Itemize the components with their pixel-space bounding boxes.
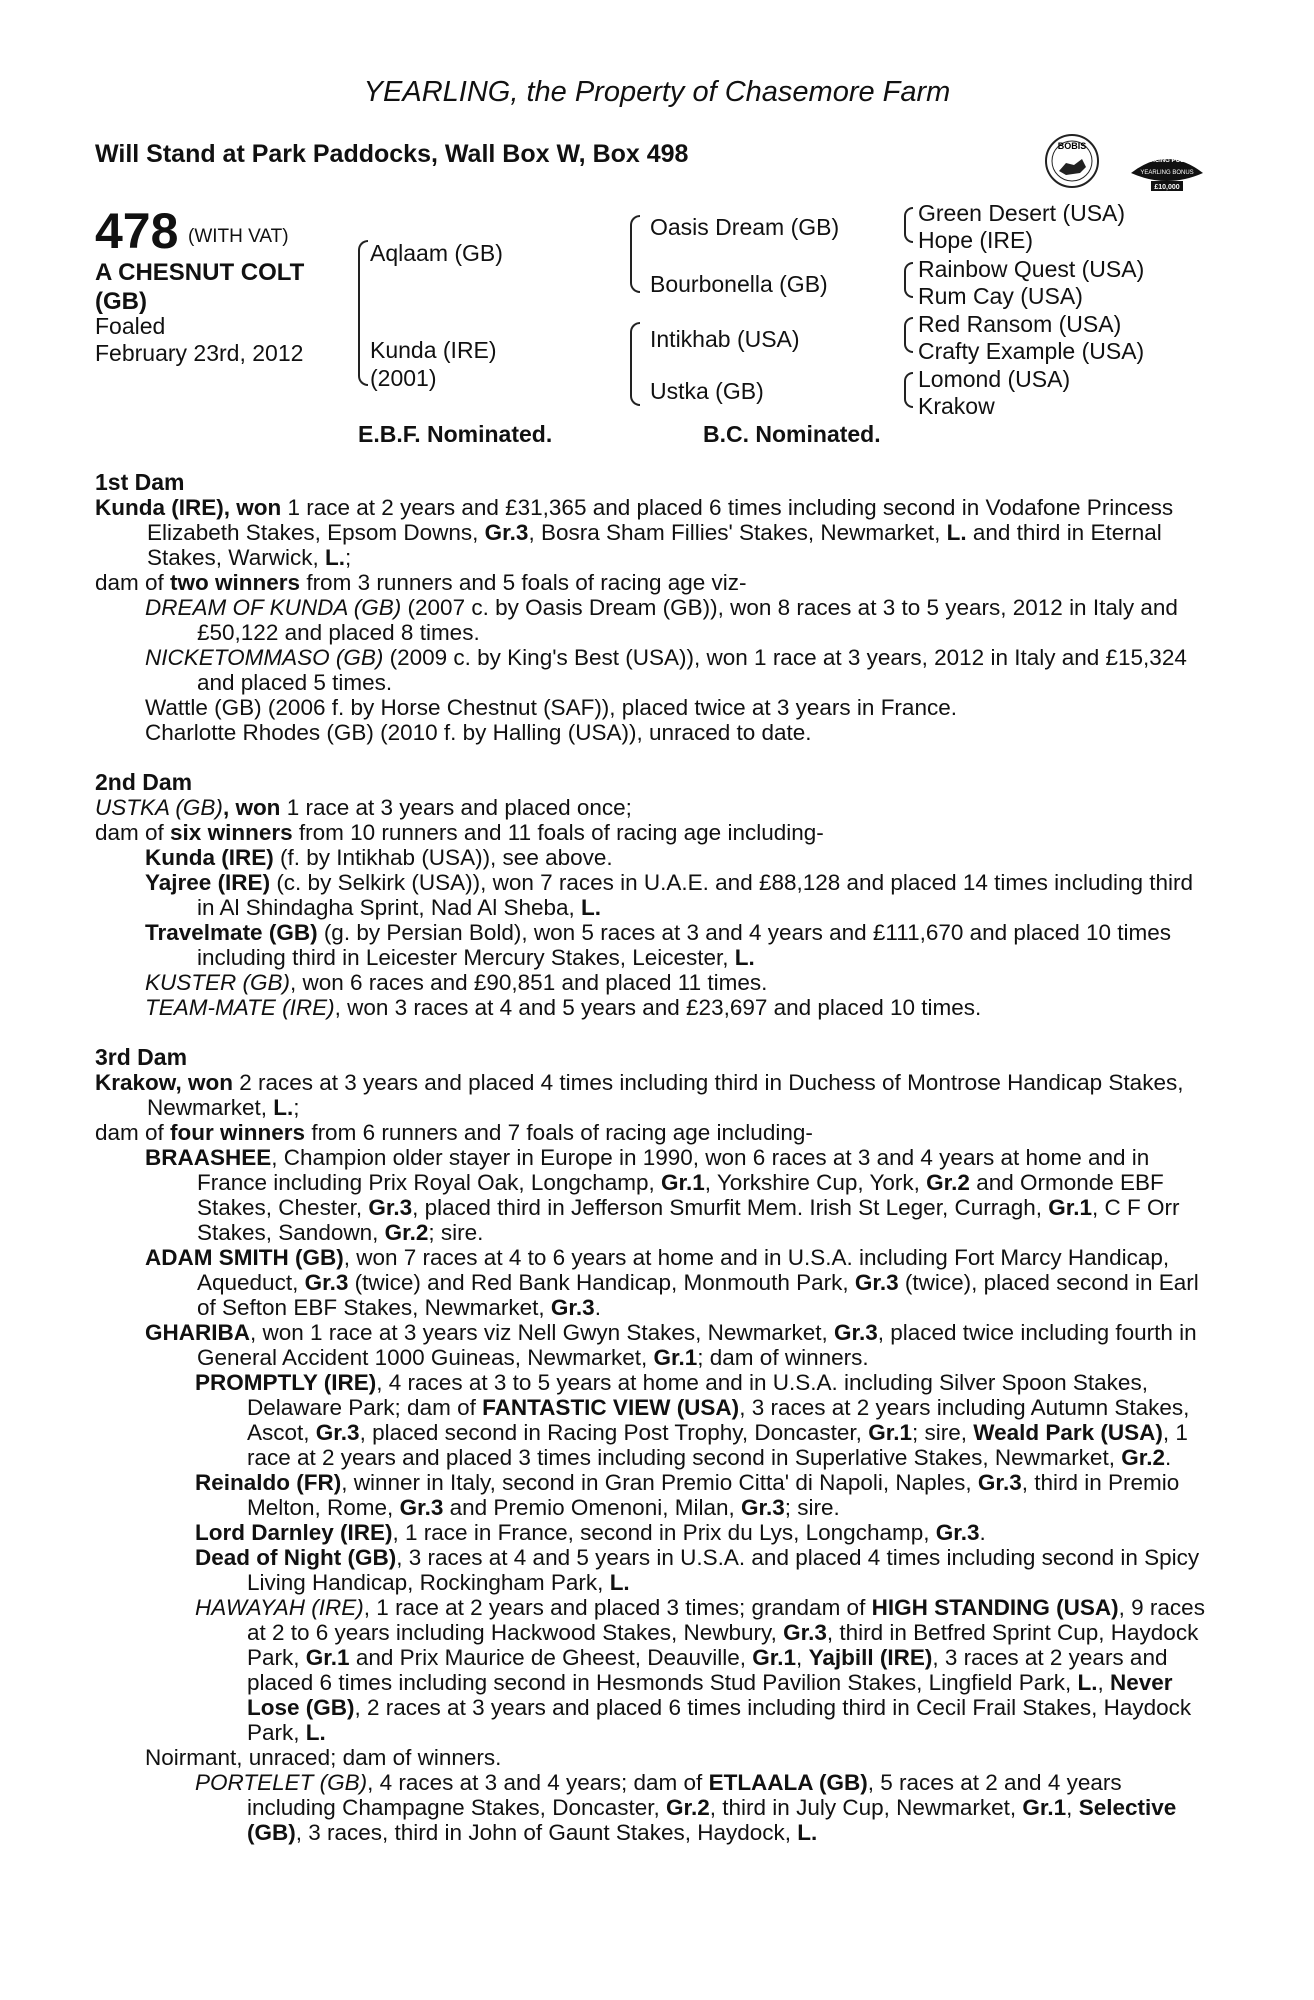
plain-text: , 1 race at 2 years and placed 3 times including second in Superlative Stakes, Newmarket, (247, 1420, 1188, 1470)
page-title: YEARLING, the Property of Chasemore Farm (363, 76, 951, 108)
plain-text: , won 3 races at 4 and 5 years and £23,697 and placed 10 times. (334, 995, 982, 1020)
third-dam-line (95, 1770, 1215, 1845)
italic-text: DREAM OF KUNDA (GB) (145, 595, 402, 620)
plain-text: ; dam of winners. (697, 1345, 869, 1370)
pedigree-g7: Lomond (USA) (918, 366, 1071, 392)
sire-brace (358, 240, 368, 312)
plain-text: (f. by Intikhab (USA)), see above. (273, 845, 613, 870)
third-dam-line (95, 1245, 1215, 1320)
italic-text: NICKETOMMASO (GB) (145, 645, 384, 670)
plain-text: , third in Betfred Sprint Cup, Haydock Park, (247, 1620, 1199, 1670)
plain-text: , placed twice including fourth in General Accident 1000 Guineas, Newmarket, (197, 1320, 1197, 1370)
plain-text: , 4 races at 3 and 4 years; dam of (367, 1770, 709, 1795)
sire-parents-brace-bottom (630, 253, 640, 293)
plain-text: Wattle (GB) (2006 f. by Horse Chestnut (SAF)), placed twice at 3 years in France. (145, 695, 957, 720)
first-dam-heading: 1st Dam (95, 469, 185, 495)
second-dam-line (95, 920, 1215, 970)
third-dam-line (95, 1120, 1215, 1145)
italic-text: USTKA (GB) (95, 795, 223, 820)
bobis-text: BOBIS (1057, 141, 1087, 151)
foaled-label: Foaled (95, 313, 166, 339)
plain-text: , C F Orr Stakes, Sandown, (197, 1195, 1180, 1245)
bold-text: Gr.1 (1022, 1795, 1067, 1820)
bold-text: Dead of Night (GB) (195, 1545, 397, 1570)
plain-text: , 5 races at 2 and 4 years including Champagne Stakes, Doncaster, (247, 1770, 1122, 1820)
italic-text: KUSTER (GB) (145, 970, 291, 995)
plain-text: (g. by Persian Bold), won 5 races at 3 and 4 years and £111,670 and placed 10 times including third in Leicester Mercury Stakes, Leicester, (197, 920, 1172, 970)
bold-text: ADAM SMITH (GB) (145, 1245, 344, 1270)
plain-text: , winner in Italy, second in Gran Premio Citta' di Napoli, Naples, (341, 1470, 978, 1495)
bold-text: Lord Darnley (IRE) (195, 1520, 393, 1545)
third-dam-line (95, 1070, 1215, 1120)
plain-text: , placed third in Jefferson Smurfit Mem. Irish St Leger, Curragh, (412, 1195, 1049, 1220)
g-brace-6 (904, 333, 913, 353)
plain-text: dam of (95, 820, 171, 845)
bold-text: Reinaldo (FR) (195, 1470, 342, 1495)
pedigree-sire-sire: Oasis Dream (GB) (650, 214, 840, 240)
catalogue-body (95, 470, 1215, 1870)
plain-text: , third in July Cup, Newmarket, (709, 1795, 1023, 1820)
bold-text: Never Lose (GB) (247, 1670, 1173, 1720)
plain-text: ; sire. (784, 1495, 840, 1520)
bold-text: Gr.3 (550, 1295, 595, 1320)
plain-text: , won 1 race at 3 years viz Nell Gwyn Stakes, Newmarket, (250, 1320, 834, 1345)
plain-text: , third in Premio Melton, Rome, (247, 1470, 1180, 1520)
first-dam-line (95, 595, 1215, 645)
bold-text: L. (273, 1095, 294, 1120)
plain-text: ; sire, (911, 1420, 974, 1445)
first-dam-line (95, 495, 1215, 570)
third-dam-line (95, 1470, 1215, 1520)
second-dam-section (95, 770, 1215, 1020)
plain-text: , (1066, 1795, 1079, 1820)
bold-text: Gr.2 (384, 1220, 429, 1245)
lot-description-line1: A CHESNUT COLT (95, 259, 305, 286)
plain-text: and Prix Maurice de Gheest, Deauville, (349, 1645, 753, 1670)
pedigree-g1: Green Desert (USA) (918, 200, 1126, 226)
bc-nominated: B.C. Nominated. (703, 421, 881, 447)
pedigree-g2: Hope (IRE) (918, 227, 1034, 253)
bold-text: Weald Park (USA) (973, 1420, 1163, 1445)
g-brace-8 (904, 388, 913, 408)
bold-text: Travelmate (GB) (145, 920, 318, 945)
bold-text: Gr.2 (926, 1170, 970, 1195)
g-brace-2 (904, 223, 913, 243)
bold-text: Gr.3 (833, 1320, 878, 1345)
plain-text: 1 race at 3 years and placed once; (280, 795, 632, 820)
plain-text: 1 race at 2 years and £31,365 and placed 6 times including second in Vodafone Princess Elizabeth Stakes, Epsom Downs, (147, 495, 1174, 545)
bold-text: Gr.3 (935, 1520, 980, 1545)
foaled-date: February 23rd, 2012 (95, 340, 304, 366)
plain-text: , (796, 1645, 809, 1670)
plain-text: , won 6 races and £90,851 and placed 11 times. (290, 970, 768, 995)
plain-text: , (1097, 1670, 1110, 1695)
bobis-logo-icon (1044, 133, 1100, 189)
bold-text: Gr.3 (315, 1420, 360, 1445)
second-dam-heading: 2nd Dam (95, 769, 193, 795)
bold-text: Gr.3 (399, 1495, 444, 1520)
pedigree-dam-sire: Intikhab (USA) (650, 326, 800, 352)
third-dam-line (95, 1745, 1215, 1770)
foaled-info (95, 313, 303, 367)
bold-text: Krakow (95, 1070, 176, 1095)
lot-description (95, 258, 355, 316)
bold-text: Gr.3 (977, 1470, 1022, 1495)
dam-parents-brace-top (630, 322, 640, 362)
plain-text: (2007 c. by Oasis Dream (GB)), won 8 races at 3 to 5 years, 2012 in Italy and £50,122 and placed 8 times. (197, 595, 1178, 645)
third-dam-line (95, 1520, 1215, 1545)
bold-text: , won (223, 495, 282, 520)
italic-text: TEAM-MATE (IRE) (145, 995, 335, 1020)
plain-text: dam of (95, 570, 171, 595)
bold-text: Gr.1 (752, 1645, 797, 1670)
bold-text: L. (734, 945, 755, 970)
plain-text: , 3 races, third in John of Gaunt Stakes, Haydock, (295, 1820, 798, 1845)
plain-text: , Champion older stayer in Europe in 1990, won 6 races at 3 and 4 years at home and in France including Prix Royal Oak, Longchamp, (197, 1145, 1150, 1195)
bold-text: , won (222, 795, 281, 820)
bold-text: Gr.3 (304, 1270, 349, 1295)
bold-text: Gr.3 (740, 1495, 785, 1520)
plain-text: and Premio Omenoni, Milan, (443, 1495, 741, 1520)
first-dam-line (95, 645, 1215, 695)
plain-text: Noirmant, unraced; dam of winners. (145, 1745, 502, 1770)
sire-parents-brace-top (630, 215, 640, 255)
bold-text: GHARIBA (145, 1320, 250, 1345)
plain-text: ; (344, 545, 352, 570)
italic-text: PORTELET (GB) (195, 1770, 368, 1795)
italic-text: HAWAYAH (IRE) (195, 1595, 364, 1620)
bold-text: Kunda (IRE) (145, 845, 274, 870)
first-dam-line (95, 570, 1215, 595)
bold-text: Gr.1 (660, 1170, 705, 1195)
bold-text: PROMPTLY (IRE) (195, 1370, 377, 1395)
plain-text: ; sire. (428, 1220, 484, 1245)
plain-text: (twice) and Red Bank Handicap, Monmouth Park, (348, 1270, 855, 1295)
bold-text: Gr.3 (854, 1270, 899, 1295)
third-dam-line (95, 1545, 1215, 1595)
plain-text: , 3 races at 2 years including Autumn Stakes, Ascot, (247, 1395, 1190, 1445)
plain-text: and third in Eternal Stakes, Warwick, (147, 520, 1162, 570)
pedigree-g3: Rainbow Quest (USA) (918, 256, 1145, 282)
plain-text: . (594, 1295, 601, 1320)
plain-text: Charlotte Rhodes (GB) (2010 f. by Halling (USA)), unraced to date. (145, 720, 812, 745)
bold-text: Gr.1 (1048, 1195, 1093, 1220)
bold-text: four winners (170, 1120, 306, 1145)
bold-text: BRAASHEE (145, 1145, 272, 1170)
bold-text: L. (581, 895, 602, 920)
bold-text: Kunda (IRE) (95, 495, 224, 520)
bold-text: Yajree (IRE) (145, 870, 271, 895)
plain-text: and Ormonde EBF Stakes, Chester, (197, 1170, 1164, 1220)
bold-text: , won (175, 1070, 233, 1095)
second-dam-line (95, 995, 1215, 1020)
dam-brace (358, 310, 368, 386)
pedigree-sire-dam: Bourbonella (GB) (650, 271, 828, 297)
g-brace-4 (904, 278, 913, 298)
bold-text: L. (305, 1720, 326, 1745)
plain-text: (twice), placed second in Earl of Sefton EBF Stakes, Newmarket, (197, 1270, 1199, 1320)
bold-text: Gr.1 (305, 1645, 350, 1670)
bold-text: Gr.1 (868, 1420, 912, 1445)
ebf-nominated: E.B.F. Nominated. (358, 421, 553, 447)
bold-text: six winners (170, 820, 293, 845)
plain-text: from 10 runners and 11 foals of racing age including- (292, 820, 824, 845)
bold-text: Selective (GB) (247, 1795, 1177, 1845)
third-dam-section (95, 1045, 1215, 1845)
plain-text: , 3 races at 4 and 5 years in U.S.A. and placed 4 times including second in Spicy Living Handicap, Rockingham Park, (247, 1545, 1200, 1595)
bold-text: L. (324, 545, 345, 570)
bold-text: Gr.3 (368, 1195, 413, 1220)
bold-text: Gr.2 (1121, 1445, 1165, 1470)
plain-text: , placed second in Racing Post Trophy, Doncaster, (359, 1420, 869, 1445)
rp-top-text: RACING POST (1146, 158, 1188, 164)
bold-text: Gr.3 (783, 1620, 827, 1645)
bold-text: L. (1077, 1670, 1098, 1695)
pedigree-sire: Aqlaam (GB) (370, 240, 503, 266)
plain-text: from 6 runners and 7 foals of racing age including- (305, 1120, 813, 1145)
pedigree-g4: Rum Cay (USA) (918, 283, 1083, 309)
bold-text: HIGH STANDING (USA) (871, 1595, 1119, 1620)
third-dam-line (95, 1145, 1215, 1245)
plain-text: (c. by Selkirk (USA)), won 7 races in U.A.E. and £88,128 and placed 14 times including third in Al Shindagha Sprint, Nad Al Sheba, (197, 870, 1194, 920)
second-dam-line (95, 845, 1215, 870)
plain-text: , won 7 races at 4 to 6 years at home and in U.S.A. including Fort Marcy Handicap, Aqueduct, (197, 1245, 1170, 1295)
plain-text: from 3 runners and 5 foals of racing age viz- (300, 570, 747, 595)
first-dam-section (95, 470, 1215, 745)
second-dam-line (95, 795, 1215, 820)
plain-text: dam of (95, 1120, 171, 1145)
second-dam-line (95, 820, 1215, 845)
first-dam-line (95, 720, 1215, 745)
bold-text: Gr.3 (484, 520, 529, 545)
third-dam-line (95, 1595, 1215, 1745)
bold-text: FANTASTIC VIEW (USA) (482, 1395, 740, 1420)
stand-location: Will Stand at Park Paddocks, Wall Box W, Box 498 (95, 140, 689, 168)
bold-text: Yajbill (IRE) (808, 1645, 933, 1670)
plain-text: , 2 races at 3 years and placed 6 times including third in Cecil Frail Stakes, Haydock Park, (247, 1695, 1192, 1745)
plain-text: , Bosra Sham Fillies' Stakes, Newmarket, (528, 520, 947, 545)
plain-text: , 3 races at 2 years and placed 6 times including second in Hesmonds Stud Pavilion Stakes, Lingfield Park, (247, 1645, 1168, 1695)
rp-mid-text: YEARLING BONUS (1140, 170, 1194, 176)
plain-text: . (1165, 1445, 1172, 1470)
vat-label: (WITH VAT) (188, 226, 289, 247)
pedigree-g8: Krakow (918, 393, 995, 419)
pedigree-g5: Red Ransom (USA) (918, 311, 1122, 337)
plain-text: , 1 race at 2 years and placed 3 times; grandam of (363, 1595, 872, 1620)
bold-text: L. (946, 520, 967, 545)
bold-text: two winners (170, 570, 301, 595)
plain-text: , 4 races at 3 to 5 years at home and in U.S.A. including Silver Spoon Stakes, Delaware Park; dam of (247, 1370, 1148, 1420)
second-dam-line (95, 870, 1215, 920)
rp-bottom-text: £10,000 (1154, 184, 1180, 191)
dam-parents-brace-bottom (630, 360, 640, 406)
plain-text: , 9 races at 2 to 6 years including Hackwood Stakes, Newbury, (247, 1595, 1205, 1645)
plain-text: , Yorkshire Cup, York, (704, 1170, 927, 1195)
bold-text: L. (797, 1820, 818, 1845)
bold-text: Gr.1 (653, 1345, 698, 1370)
third-dam-line (95, 1320, 1215, 1370)
plain-text: ; (293, 1095, 300, 1120)
pedigree-g6: Crafty Example (USA) (918, 338, 1145, 364)
lot-description-line2: (GB) (95, 288, 147, 315)
plain-text: 2 races at 3 years and placed 4 times including third in Duchess of Montrose Handicap Stakes, Newmarket, (147, 1070, 1184, 1120)
plain-text: , 1 race in France, second in Prix du Lys, Longchamp, (392, 1520, 936, 1545)
pedigree-dam-dam: Ustka (GB) (650, 378, 764, 404)
racing-post-bonus-logo-icon (1127, 145, 1207, 201)
plain-text: . (979, 1520, 986, 1545)
bold-text: ETLAALA (GB) (708, 1770, 868, 1795)
bold-text: L. (609, 1570, 630, 1595)
third-dam-heading: 3rd Dam (95, 1044, 188, 1070)
second-dam-line (95, 970, 1215, 995)
pedigree-dam-year: (2001) (370, 365, 437, 391)
pedigree-dam: Kunda (IRE) (370, 337, 497, 363)
third-dam-line (95, 1370, 1215, 1470)
bold-text: Gr.2 (666, 1795, 710, 1820)
plain-text: (2009 c. by King's Best (USA)), won 1 race at 3 years, 2012 in Italy and £15,324 and placed 5 times. (197, 645, 1187, 695)
lot-number: 478 (95, 203, 179, 259)
first-dam-line (95, 695, 1215, 720)
